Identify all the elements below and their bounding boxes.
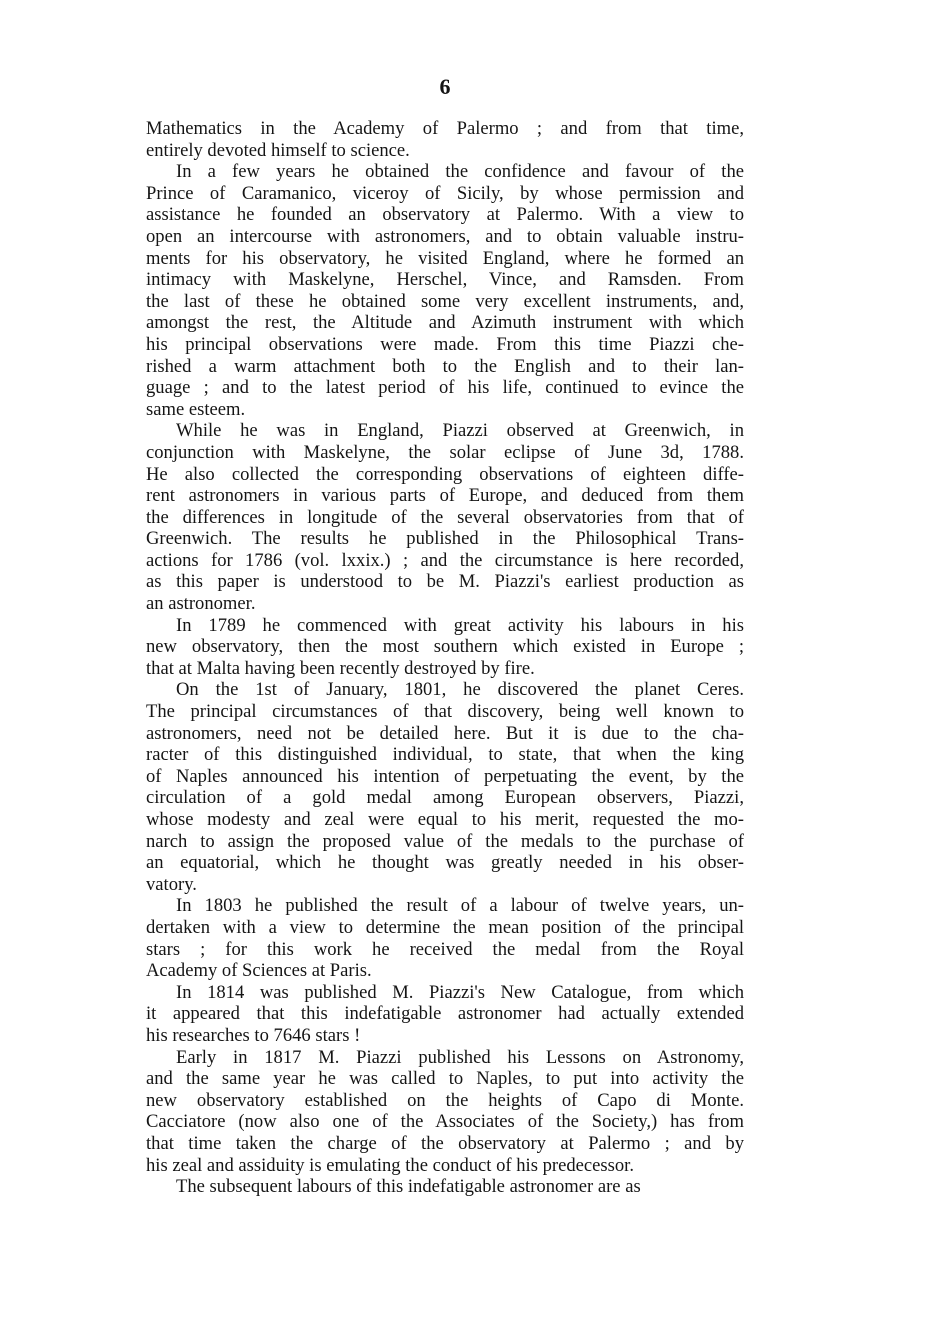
text-line: In 1789 he commenced with great activity his labours in his: [176, 614, 744, 636]
paragraph: [146, 679, 744, 895]
paragraph: [146, 161, 744, 420]
text-line: The principal circumstances of that discovery, being well known to: [146, 701, 744, 723]
text-line: On the 1st of January, 1801, he discovered the planet Ceres.: [176, 679, 744, 701]
text-line: guage ; and to the latest period of his life, continued to evince the: [146, 377, 744, 399]
text-line: Mathematics in the Academy of Palermo ; and from that time,: [146, 118, 744, 139]
text-line: He also collected the corresponding observations of eighteen diffe-: [146, 463, 744, 485]
paragraph: [146, 1176, 744, 1198]
text-line: amongst the rest, the Altitude and Azimuth instrument with which: [146, 312, 744, 334]
text-line: his principal observations were made. From this time Piazzi che-: [146, 333, 744, 355]
text-line: his researches to 7646 stars !: [146, 1024, 361, 1046]
text-line: that time taken the charge of the observatory at Palermo ; and by: [146, 1132, 744, 1154]
text-line: The subsequent labours of this indefatigable astronomer are as: [176, 1176, 641, 1198]
text-line: his zeal and assiduity is emulating the conduct of his predecessor.: [146, 1154, 634, 1176]
text-line: intimacy with Maskelyne, Herschel, Vince, and Ramsden. From: [146, 269, 744, 291]
text-line: entirely devoted himself to science.: [146, 139, 410, 161]
body-text: [146, 118, 744, 1198]
text-line: of Naples announced his intention of perpetuating the event, by the: [146, 765, 744, 787]
text-line: While he was in England, Piazzi observed at Greenwich, in: [176, 420, 744, 442]
text-line: Cacciatore (now also one of the Associates of the Society,) has from: [146, 1111, 744, 1133]
text-line: circulation of a gold medal among European observers, Piazzi,: [146, 787, 744, 809]
paragraph: [146, 420, 744, 614]
paragraph: [146, 118, 744, 161]
text-line: an astronomer.: [146, 593, 256, 615]
text-line: vatory.: [146, 873, 197, 895]
text-line: In a few years he obtained the confidence and favour of the: [176, 161, 744, 183]
paragraph: [146, 615, 744, 680]
text-line: In 1814 was published M. Piazzi's New Catalogue, from which: [176, 981, 744, 1003]
text-line: ments for his observatory, he visited England, where he formed an: [146, 247, 744, 269]
text-line: assistance he founded an observatory at Palermo. With a view to: [146, 204, 744, 226]
text-line: actions for 1786 (vol. lxxix.) ; and the circumstance is here recorded,: [146, 549, 744, 571]
text-line: Prince of Caramanico, viceroy of Sicily, by whose permission and: [146, 182, 744, 204]
page-number: 6: [439, 74, 451, 99]
text-line: the differences in longitude of the several observatories from that of: [146, 506, 744, 528]
text-line: an equatorial, which he thought was greatly needed in his obser-: [146, 852, 744, 874]
text-line: In 1803 he published the result of a labour of twelve years, un-: [176, 895, 744, 917]
text-line: rished a warm attachment both to the English and to their lan-: [146, 355, 744, 377]
text-line: open an intercourse with astronomers, and to obtain valuable instru-: [146, 225, 744, 247]
text-line: racter of this distinguished individual, to state, that when the king: [146, 744, 744, 766]
text-line: Early in 1817 M. Piazzi published his Lessons on Astronomy,: [176, 1046, 744, 1068]
text-line: Greenwich. The results he published in the Philosophical Trans-: [146, 528, 744, 550]
paragraph: [146, 982, 744, 1047]
text-line: conjunction with Maskelyne, the solar eclipse of June 3d, 1788.: [146, 441, 744, 463]
text-line: new observatory, then the most southern which existed in Europe ;: [146, 636, 744, 658]
text-line: new observatory established on the heights of Capo di Monte.: [146, 1089, 744, 1111]
text-line: dertaken with a view to determine the mean position of the principal: [146, 916, 744, 938]
text-line: the last of these he obtained some very excellent instruments, and,: [146, 290, 744, 312]
paragraph: [146, 895, 744, 981]
text-line: whose modesty and zeal were equal to his merit, requested the mo-: [146, 809, 744, 830]
text-line: rent astronomers in various parts of Europe, and deduced from them: [146, 485, 744, 507]
text-line: narch to assign the proposed value of the medals to the purchase of: [146, 830, 744, 852]
text-line: as this paper is understood to be M. Piazzi's earliest production as: [146, 571, 744, 593]
text-line: astronomers, need not be detailed here. But it is due to the cha-: [146, 722, 744, 744]
text-line: that at Malta having been recently destroyed by fire.: [146, 657, 535, 679]
text-line: Academy of Sciences at Paris.: [146, 960, 372, 982]
text-line: it appeared that this indefatigable astronomer had actually extended: [146, 1003, 744, 1025]
text-line: same esteem.: [146, 398, 246, 420]
paragraph: [146, 1047, 744, 1177]
text-line: and the same year he was called to Naples, to put into activity the: [146, 1068, 744, 1090]
text-line: stars ; for this work he received the medal from the Royal: [146, 938, 744, 960]
